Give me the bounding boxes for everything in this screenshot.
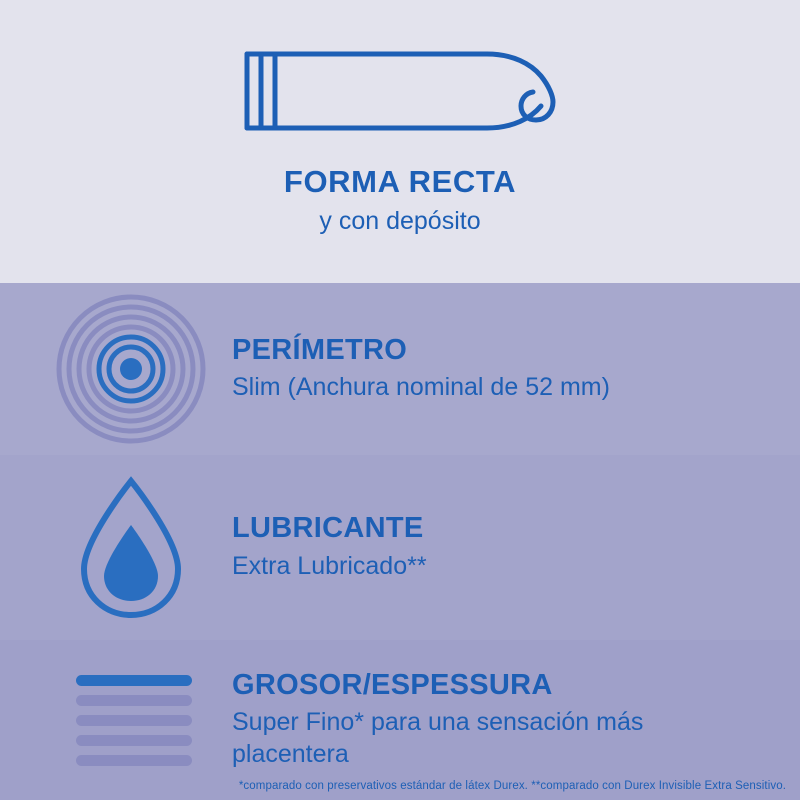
feature-row-thickness bbox=[0, 640, 800, 800]
concentric-circles-perimeter-icon bbox=[56, 294, 206, 444]
feature-icon-wrap-perimeter bbox=[36, 294, 226, 444]
condom-straight-shape-icon bbox=[235, 36, 565, 146]
feature-text-lubricant bbox=[226, 513, 427, 582]
thickness-bar bbox=[76, 675, 192, 686]
feature-row-lubricant bbox=[0, 455, 800, 640]
feature-description-perimeter: Slim (Anchura nominal de 52 mm) bbox=[232, 373, 610, 402]
hero-title: FORMA RECTA bbox=[283, 164, 517, 199]
feature-title-perimeter: PERÍMETRO bbox=[232, 333, 408, 366]
thickness-bar bbox=[76, 755, 192, 766]
feature-text-thickness bbox=[226, 670, 702, 771]
feature-icon-wrap-lubricant bbox=[36, 473, 226, 623]
hero-panel bbox=[0, 0, 800, 283]
feature-icon-wrap-thickness bbox=[36, 675, 226, 766]
feature-text-perimeter bbox=[226, 335, 610, 404]
stacked-bars-thickness-icon bbox=[76, 675, 192, 766]
thickness-bar bbox=[76, 695, 192, 706]
feature-row-perimeter bbox=[0, 283, 800, 455]
feature-title-lubricant: LUBRICANTE bbox=[232, 512, 424, 545]
thickness-bar bbox=[76, 735, 192, 746]
feature-description-lubricant: Extra Lubricado** bbox=[232, 551, 427, 580]
thickness-bar bbox=[76, 715, 192, 726]
feature-title-thickness: GROSOR/ESPESSURA bbox=[232, 668, 553, 701]
water-drop-lubricant-icon bbox=[66, 473, 196, 623]
feature-description-thickness: Super Fino* para una sensación más placentera bbox=[232, 708, 644, 769]
hero-subtitle: y con depósito bbox=[319, 207, 481, 235]
footnote-text: *comparado con preservativos estándar de látex Durex. **comparado con Durex Invisible Extra Sensitivo. bbox=[238, 780, 786, 792]
